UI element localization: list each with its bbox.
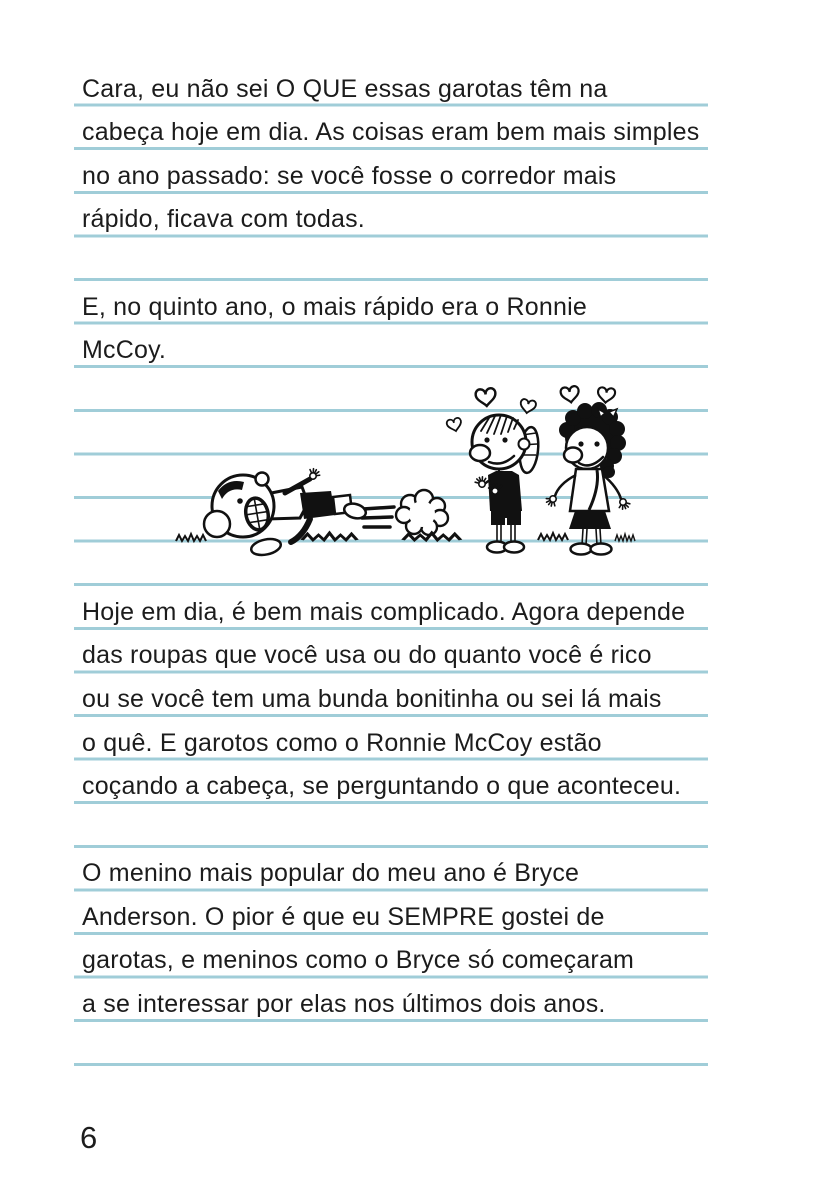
handwritten-line: das roupas que você usa ou do quanto você é rico [82, 641, 652, 670]
handwritten-line: garotas, e meninos como o Bryce só começaram [82, 946, 635, 975]
handwritten-line: Cara, eu não sei O QUE essas garotas têm na [82, 74, 608, 103]
speed-lines-icon [362, 507, 394, 527]
ruled-blank-line [74, 1022, 708, 1066]
heart-icon [475, 388, 496, 407]
handwritten-line: O menino mais popular do meu ano é Bryce [82, 859, 580, 888]
ruled-blank-line [74, 237, 708, 281]
handwritten-line: Hoje em dia, é bem mais complicado. Agora depende [82, 597, 686, 626]
handwritten-line: Anderson. O pior é que eu SEMPRE gostei de [82, 902, 605, 931]
ruled-blank-line [74, 804, 708, 848]
heart-icon [560, 386, 580, 404]
handwritten-line: McCoy. [82, 336, 167, 365]
handwritten-line: o quê. E garotos como o Ronnie McCoy estão [82, 728, 602, 757]
dust-cloud-icon [396, 490, 448, 535]
handwritten-line: cabeça hoje em dia. As coisas eram bem mais simples [82, 118, 700, 147]
heart-icon [519, 399, 536, 415]
handwritten-line: coçando a cabeça, se perguntando o que aconteceu. [82, 772, 682, 801]
handwritten-line: a se interessar por elas nos últimos dois anos. [82, 990, 606, 1019]
handwritten-line: ou se você tem uma bunda bonitinha ou sei lá mais [82, 684, 662, 713]
heart-icon [597, 387, 616, 404]
cartoon-running-scene [150, 375, 670, 565]
heart-icon [446, 417, 463, 433]
page-number: 6 [80, 1120, 98, 1155]
running-boy [204, 468, 367, 558]
handwritten-line: E, no quinto ano, o mais rápido era o Ronnie [82, 292, 587, 321]
handwritten-line: rápido, ficava com todas. [82, 205, 365, 234]
girl-with-ponytail [470, 415, 540, 553]
girl-with-curly-hair [544, 402, 631, 555]
handwritten-line: no ano passado: se você fosse o corredor mais [82, 161, 617, 190]
